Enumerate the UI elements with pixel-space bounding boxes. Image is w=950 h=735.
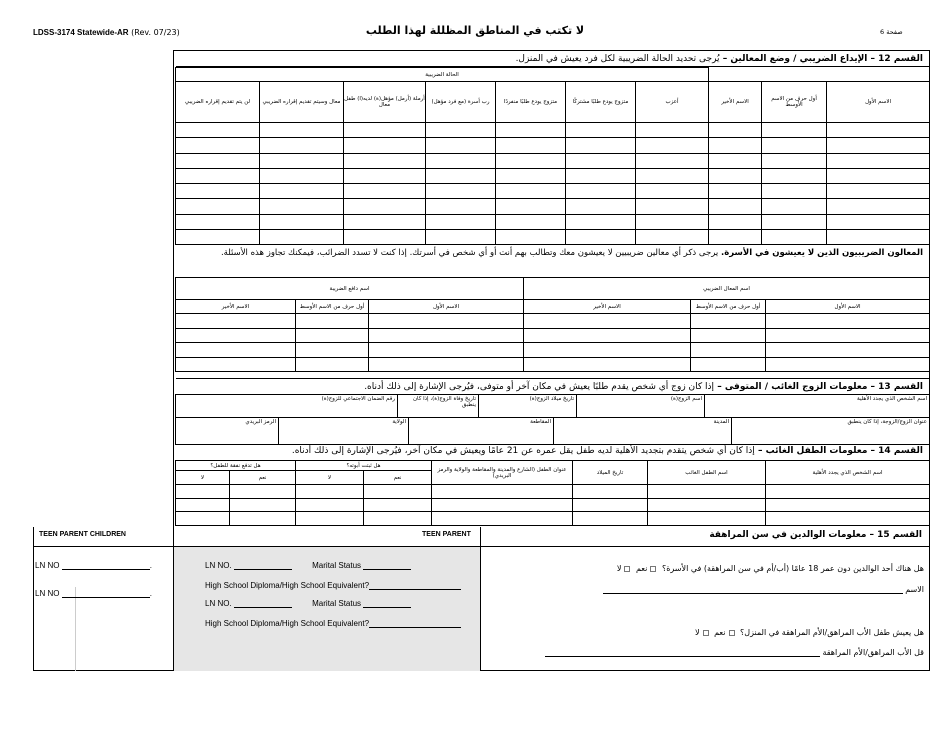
input-cell[interactable] (636, 138, 709, 153)
input-cell[interactable] (176, 168, 260, 183)
input-cell[interactable] (364, 498, 432, 512)
input-cell[interactable] (827, 214, 930, 229)
input-cell[interactable] (176, 230, 260, 245)
col-header: أول حرف من الاسم الأوسط (691, 300, 766, 314)
input-cell[interactable] (369, 328, 524, 343)
input-cell[interactable] (573, 512, 648, 526)
input-cell[interactable] (709, 230, 762, 245)
input-cell[interactable] (762, 230, 827, 245)
input-cell[interactable] (566, 214, 636, 229)
input-cell[interactable] (566, 138, 636, 153)
ln-marital-row-1[interactable]: LN NO. Marital Status (205, 561, 411, 570)
input-cell[interactable] (709, 214, 762, 229)
field-spouse-address[interactable]: عنوان الزوج/الزوجة، إذا كان ينطبق (732, 418, 930, 445)
input-cell[interactable] (762, 184, 827, 199)
input-cell[interactable] (296, 498, 364, 512)
input-cell[interactable] (762, 138, 827, 153)
input-cell[interactable] (496, 123, 566, 138)
col-header: اسم الطفل الغائب (648, 461, 766, 485)
input-cell[interactable] (432, 498, 573, 512)
form-code: LDSS-3174 Statewide-AR (Rev. 07/23) (33, 28, 180, 37)
input-cell[interactable] (573, 498, 648, 512)
input-cell[interactable] (496, 184, 566, 199)
input-cell[interactable] (260, 214, 344, 229)
checkbox-no[interactable] (624, 566, 630, 572)
input-cell[interactable] (762, 123, 827, 138)
table-row (176, 184, 930, 199)
taxpayer-group-header: اسم دافع الضريبة (176, 278, 524, 300)
input-cell[interactable] (496, 138, 566, 153)
field-state[interactable]: الولاية (279, 418, 409, 445)
ln-no-field-2[interactable]: LN NO . (35, 589, 152, 598)
input-cell[interactable] (296, 357, 369, 372)
input-cell[interactable] (709, 153, 762, 168)
input-cell[interactable] (636, 214, 709, 229)
input-cell[interactable] (496, 199, 566, 214)
input-cell[interactable] (636, 184, 709, 199)
table-row (176, 314, 930, 329)
input-cell[interactable] (344, 214, 426, 229)
col-header: معال وسيتم تقديم إقراره الضريبي (260, 82, 344, 123)
col-no: لا (296, 471, 364, 485)
col-header: اسم الشخص الذي يجدد الأهلية (766, 461, 930, 485)
input-cell[interactable] (496, 230, 566, 245)
input-cell[interactable] (566, 153, 636, 168)
section13-title: القسم 13 – معلومات الزوج الغائب / المتوفى – إذا كان زوج أي شخص يقدم طلبًا يعيش في مكان آخر أو متوفى، فيُرجى الإشارة إلى ذلك أدناه. (176, 378, 929, 395)
input-cell[interactable] (766, 498, 930, 512)
input-cell[interactable] (230, 512, 296, 526)
input-cell[interactable] (426, 168, 496, 183)
input-cell[interactable] (827, 230, 930, 245)
input-cell[interactable] (709, 168, 762, 183)
input-cell[interactable] (176, 153, 260, 168)
input-cell[interactable] (176, 314, 296, 329)
input-cell[interactable] (176, 498, 230, 512)
col-header: الاسم الأول (766, 300, 930, 314)
teen-children-header: TEEN PARENT CHILDREN (39, 531, 126, 538)
input-cell[interactable] (176, 184, 260, 199)
input-cell[interactable] (432, 512, 573, 526)
input-cell[interactable] (344, 123, 426, 138)
input-cell[interactable] (296, 328, 369, 343)
input-cell[interactable] (709, 138, 762, 153)
input-cell[interactable] (260, 138, 344, 153)
input-cell[interactable] (344, 184, 426, 199)
teen-child-lives-question: هل يعيش طفل الأب المراهق/الأم المراهقة في المنزل؟ نعم لا (694, 628, 924, 637)
col-yes: نعم (364, 471, 432, 485)
input-cell[interactable] (176, 343, 296, 358)
input-cell[interactable] (496, 153, 566, 168)
input-cell[interactable] (260, 123, 344, 138)
input-cell[interactable] (648, 512, 766, 526)
table-row (176, 168, 930, 183)
table-row (176, 214, 930, 229)
input-cell[interactable] (426, 184, 496, 199)
input-cell[interactable] (827, 123, 930, 138)
input-cell[interactable] (762, 168, 827, 183)
section15-title: القسم 15 – معلومات الوالدين في سن المراهقة (481, 527, 930, 547)
col-header: أرملة (أرمل) مؤهل(ة) لديه(ا) طفل معال (344, 82, 426, 123)
input-cell[interactable] (296, 314, 369, 329)
input-cell[interactable] (176, 328, 296, 343)
input-cell[interactable] (426, 153, 496, 168)
input-cell[interactable] (762, 199, 827, 214)
hs-diploma-row-2[interactable]: High School Diploma/High School Equivalent? (205, 619, 461, 628)
input-cell[interactable] (566, 168, 636, 183)
input-cell[interactable] (766, 512, 930, 526)
input-cell[interactable] (766, 343, 930, 358)
input-cell[interactable] (691, 357, 766, 372)
section14-title: القسم 14 – معلومات الطفل الغائب – إذا كان أي شخص يتقدم بتجديد الأهلية لديه طفل يقل عمره عن 21 عامًا ويعيش في مكان آخر، فيُرجى الإشارة إلى ذلك أدناه. (291, 446, 923, 456)
input-cell[interactable] (260, 184, 344, 199)
teen-parent-header: TEEN PARENT (422, 531, 471, 538)
input-cell[interactable] (566, 230, 636, 245)
input-cell[interactable] (636, 153, 709, 168)
input-cell[interactable] (260, 153, 344, 168)
input-cell[interactable] (496, 168, 566, 183)
page-number: صفحة 6 (880, 28, 903, 36)
input-cell[interactable] (344, 199, 426, 214)
table-row (176, 498, 930, 512)
input-cell[interactable] (296, 485, 364, 499)
col-header: الاسم الأول (827, 82, 930, 123)
input-cell[interactable] (176, 199, 260, 214)
col-header: أعزب (636, 82, 709, 123)
field-city[interactable]: المدينة (554, 418, 732, 445)
teen-parent-panel (174, 527, 481, 671)
table-row (176, 199, 930, 214)
input-cell[interactable] (369, 357, 524, 372)
input-cell[interactable] (573, 485, 648, 499)
field-spouse-name[interactable]: اسم الزوج(ة) (577, 395, 705, 418)
input-cell[interactable] (344, 138, 426, 153)
col-header: الاسم الأخير (176, 300, 296, 314)
input-cell[interactable] (426, 230, 496, 245)
checkbox-yes[interactable] (729, 630, 735, 636)
section12-table (175, 67, 930, 245)
input-cell[interactable] (766, 328, 930, 343)
left-margin-column (33, 50, 174, 527)
col-header: تاريخ الميلاد (573, 461, 648, 485)
teen-parent-of-field[interactable]: قل الأب المراهق/الأم المراهقة (545, 648, 924, 657)
input-cell[interactable] (176, 485, 230, 499)
col-header: أول حرف من الاسم الأوسط (762, 82, 827, 123)
input-cell[interactable] (636, 199, 709, 214)
input-cell[interactable] (636, 123, 709, 138)
input-cell[interactable] (432, 485, 573, 499)
col-header: متزوج يودع طلبًا منفردًا (496, 82, 566, 123)
input-cell[interactable] (827, 168, 930, 183)
input-cell[interactable] (762, 214, 827, 229)
input-cell[interactable] (648, 498, 766, 512)
col-header: رب أسرة (مع فرد مؤهل) (426, 82, 496, 123)
q-paternity: هل ثبتت أبوته؟ (296, 461, 432, 471)
col-no: لا (176, 471, 230, 485)
input-cell[interactable] (524, 328, 691, 343)
input-cell[interactable] (344, 230, 426, 245)
input-cell[interactable] (766, 485, 930, 499)
input-cell[interactable] (369, 343, 524, 358)
checkbox-no[interactable] (703, 630, 709, 636)
input-cell[interactable] (296, 512, 364, 526)
input-cell[interactable] (524, 357, 691, 372)
input-cell[interactable] (566, 199, 636, 214)
input-cell[interactable] (426, 214, 496, 229)
input-cell[interactable] (364, 485, 432, 499)
section14-table (175, 460, 930, 526)
col-header: أول حرف من الاسم الأوسط (296, 300, 369, 314)
teen-children-panel (33, 527, 174, 671)
dependents-table (175, 277, 930, 372)
input-cell[interactable] (709, 123, 762, 138)
input-cell[interactable] (827, 138, 930, 153)
hs-diploma-row-1[interactable]: High School Diploma/High School Equivalent? (205, 581, 461, 590)
ln-no-field-1[interactable]: LN NO . (35, 561, 152, 570)
input-cell[interactable] (230, 485, 296, 499)
col-header: الاسم الأخير (524, 300, 691, 314)
table-row (176, 328, 930, 343)
section13-address-table (175, 417, 930, 445)
input-cell[interactable] (566, 184, 636, 199)
input-cell[interactable] (260, 168, 344, 183)
teen-parent-question: هل هناك أحد الوالدين دون عمر 18 عامًا (أب/أم في سن المراهقة) في الأسرة؟ نعم لا (616, 564, 924, 573)
input-cell[interactable] (691, 343, 766, 358)
input-cell[interactable] (426, 138, 496, 153)
checkbox-yes[interactable] (650, 566, 656, 572)
input-cell[interactable] (364, 512, 432, 526)
col-header: الاسم الأخير (709, 82, 762, 123)
table-row (176, 230, 930, 245)
input-cell[interactable] (636, 168, 709, 183)
table-row (176, 343, 930, 358)
input-cell[interactable] (260, 199, 344, 214)
input-cell[interactable] (426, 199, 496, 214)
field-spouse-dob[interactable]: تاريخ ميلاد الزوج(ة) (479, 395, 577, 418)
input-cell[interactable] (691, 328, 766, 343)
input-cell[interactable] (766, 357, 930, 372)
tax-status-group-header: الحالة الضريبية (176, 68, 709, 82)
section12-title: القسم 12 – الإيداع الضريبي / وضع المعالين – يُرجى تحديد الحالة الضريبية لكل فرد يعيش في المنزل. (176, 51, 929, 67)
table-row (176, 512, 930, 526)
input-cell[interactable] (709, 199, 762, 214)
input-cell[interactable] (709, 184, 762, 199)
input-cell[interactable] (369, 314, 524, 329)
field-renewing-person[interactable]: اسم الشخص الذي يجدد الأهلية (705, 395, 930, 418)
input-cell[interactable] (176, 123, 260, 138)
input-cell[interactable] (344, 168, 426, 183)
input-cell[interactable] (176, 512, 230, 526)
input-cell[interactable] (762, 153, 827, 168)
input-cell[interactable] (827, 199, 930, 214)
page-title: لا تكتب في المناطق المظللة لهذا الطلب (365, 24, 585, 37)
q-child-support: هل تدفع نفقة للطفل؟ (176, 461, 296, 471)
col-yes: نعم (230, 471, 296, 485)
input-cell[interactable] (296, 343, 369, 358)
table-row (176, 485, 930, 499)
table-row (176, 153, 930, 168)
col-header: الاسم الأول (369, 300, 524, 314)
input-cell[interactable] (691, 314, 766, 329)
ln-marital-row-2[interactable]: LN NO. Marital Status (205, 599, 411, 608)
input-cell[interactable] (176, 214, 260, 229)
input-cell[interactable] (766, 314, 930, 329)
input-cell[interactable] (344, 153, 426, 168)
input-cell[interactable] (426, 123, 496, 138)
input-cell[interactable] (566, 123, 636, 138)
input-cell[interactable] (176, 138, 260, 153)
section13-table (175, 394, 930, 418)
dependents-note: المعالون الضريبيون الذين لا يعيشون في الأسرة. يرجى ذكر أي معالين ضريبيين لا يعيشون معك وتطالب بهم أنت أو أي شخص في أسرتك. إذا كنت لا تسدد الضرائب، فيمكنك تجاوز هذه الأسئلة. (220, 248, 923, 258)
input-cell[interactable] (496, 214, 566, 229)
input-cell[interactable] (524, 343, 691, 358)
section15-panel (481, 527, 930, 671)
field-zip[interactable]: الرمز البريدي (176, 418, 279, 445)
table-row (176, 357, 930, 372)
input-cell[interactable] (230, 498, 296, 512)
col-header: لن يتم تقديم إقراره الضريبي (176, 82, 260, 123)
table-row (176, 123, 930, 138)
input-cell[interactable] (524, 314, 691, 329)
field-spouse-death-date[interactable]: تاريخ وفاة الزوج(ة)، إذا كان ينطبق (398, 395, 479, 418)
input-cell[interactable] (827, 153, 930, 168)
input-cell[interactable] (827, 184, 930, 199)
input-cell[interactable] (176, 357, 296, 372)
col-header: عنوان الطفل (الشارع والمدينة والمقاطعة والولاية والرمز البريدي) (432, 461, 573, 485)
input-cell[interactable] (260, 230, 344, 245)
dependent-group-header: اسم المعال الضريبي (524, 278, 930, 300)
input-cell[interactable] (636, 230, 709, 245)
teen-parent-name-field[interactable]: الاسم (603, 585, 924, 594)
field-spouse-ssn[interactable]: رقم الضمان الاجتماعي للزوج(ة) (176, 395, 398, 418)
field-county[interactable]: المقاطعة (409, 418, 554, 445)
table-row (176, 138, 930, 153)
input-cell[interactable] (648, 485, 766, 499)
col-header: متزوج يودع طلبًا مشتركًا (566, 82, 636, 123)
